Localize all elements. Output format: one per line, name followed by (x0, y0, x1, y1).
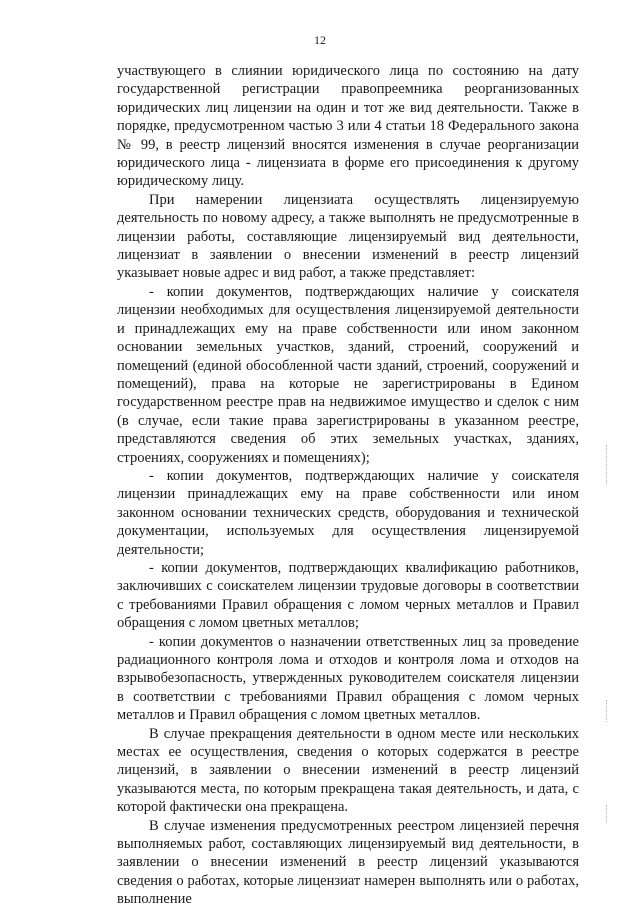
document-body (117, 62, 579, 909)
list-item-land-documents: - копии документов, подтверждающих наличие у соискателя лицензии необходимых для осуществления лицензируемой деятельности и принадлежащих ему на праве собственности или ином законном основании земельных участков, зданий, строений, сооружений и помещений (единой обособленной части зданий, строений, сооружений и помещений), права на которые не зарегистрированы в Едином государственном реестре прав на недвижимое имущество и сделок с ним (в случае, если такие права зарегистрированы в указанном реестре, представляются сведения об этих земельных участках, зданиях, строениях, сооружениях и помещениях); (117, 283, 579, 466)
margin-scan-mark (606, 805, 609, 823)
paragraph-new-address-intent: При намерении лицензиата осуществлять лицензируемую деятельность по новому адресу, а также выполнять не предусмотренные в лицензии работы, составляющие лицензируемый вид деятельности, лицензиат в заявлении о внесении изменений в реестр лицензий указывает новые адрес и вид работ, а также представляет: (117, 191, 579, 282)
list-item-responsible-persons: - копии документов о назначении ответственных лиц за проведение радиационного контроля лома и отходов и контроля лома и отходов на взрывобезопасность, утвержденных руководителем соискателя лицензии в соответствии с требованиями Правил обращения с ломом черных металлов и Правил обращения с ломом цветных металлов. (117, 633, 579, 724)
list-item-staff-qualification: - копии документов, подтверждающих квалификацию работников, заключивших с соискателем лицензии трудовые договоры в соответствии с требованиями Правил обращения с ломом черных металлов и Правил обращения с ломом цветных металлов; (117, 559, 579, 632)
paragraph-works-list-change: В случае изменения предусмотренных реестром лицензией перечня выполняемых работ, составляющих лицензируемый вид деятельности, в заявлении о внесении изменений в реестр лицензий указываются сведения о работах, которые лицензиат намерен выполнять или о работах, выполнение (117, 817, 579, 908)
margin-scan-mark (606, 700, 609, 722)
paragraph-reorganization-continuation: участвующего в слиянии юридического лица по состоянию на дату государственной регистрации правопреемника реорганизованных юридических лиц лицензии на один и тот же вид деятельности. Также в порядке, предусмотренном частью 3 или 4 статьи 18 Федерального закона № 99, в реестр лицензий вносятся изменения в случае реорганизации юридического лица - лицензиата в форме его присоединения к другому юридическому лицу. (117, 63, 579, 190)
paragraph-activity-termination: В случае прекращения деятельности в одном месте или нескольких местах ее осуществления, сведения о которых содержатся в реестре лицензий, в заявлении о внесении изменений в реестр лицензий указываются места, по которым прекращена такая деятельность, и дата, с которой фактически она прекращена. (117, 725, 579, 816)
list-item-equipment-documents: - копии документов, подтверждающих наличие у соискателя лицензии принадлежащих ему на праве собственности или ином законном основании технических средств, оборудования и технической документации, используемых для осуществления лицензируемой деятельности; (117, 467, 579, 558)
page-number: 12 (314, 33, 326, 47)
margin-scan-mark (606, 445, 609, 485)
